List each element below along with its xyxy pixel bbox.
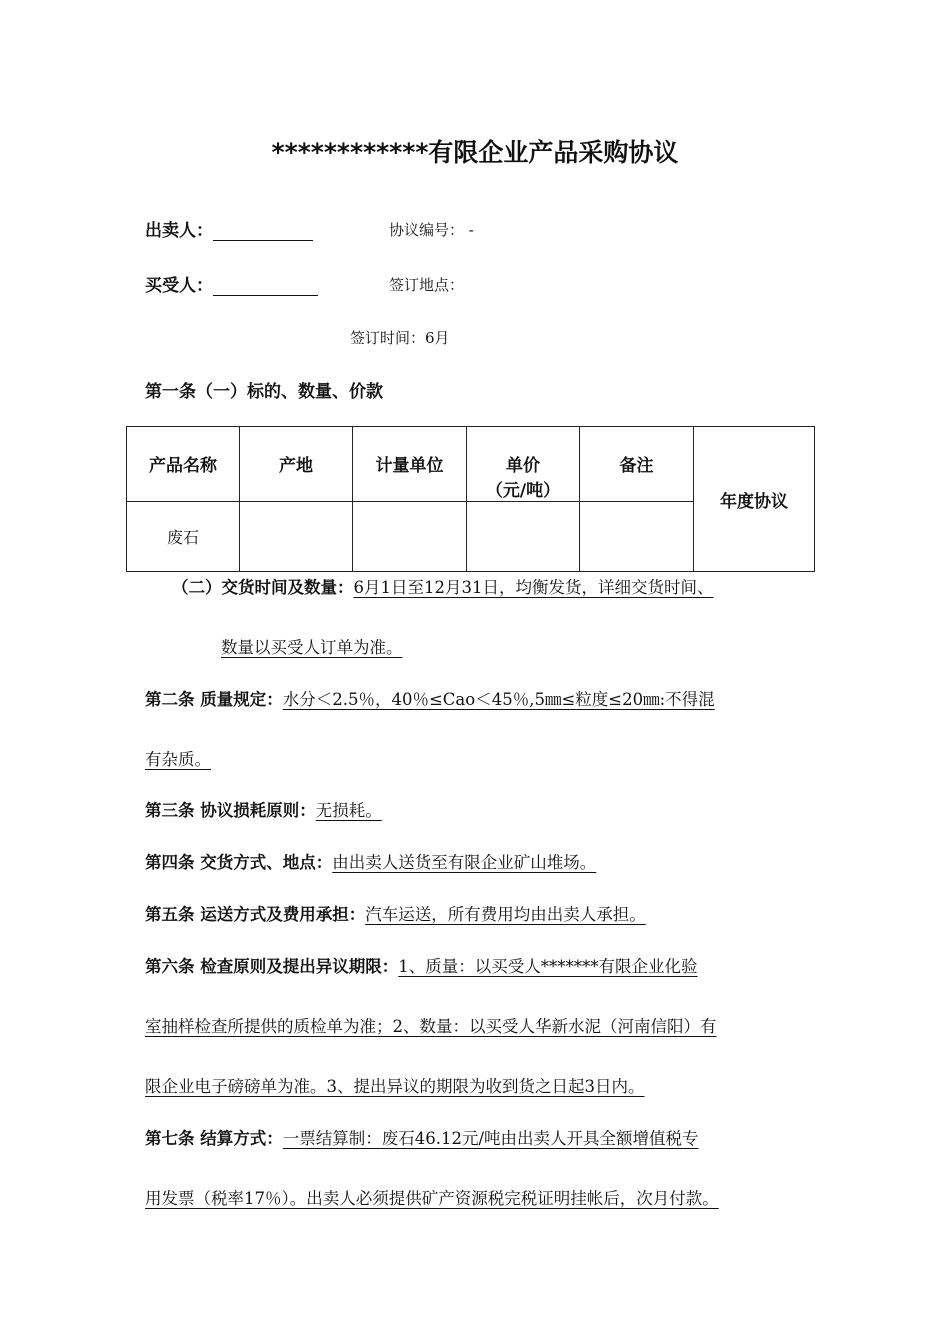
col-annual-agreement: 年度协议 <box>694 427 815 572</box>
article6-line2: 室抽样检查所提供的质检单为准；2、数量：以买受人华新水泥（河南信阳）有 <box>145 1017 717 1036</box>
article6: 第六条 检查原则及提出异议期限：1、质量：以买受人*******有限企业化验 <box>145 957 698 976</box>
buyer-label: 买受人： <box>145 271 318 296</box>
product-table <box>126 426 815 572</box>
cell-remark <box>580 502 694 572</box>
col-origin: 产地 <box>240 427 353 502</box>
article2: 第二条 质量规定：水分＜2.5％，40％≤Cao＜45％,5㎜≤粒度≤20㎜:不得混 <box>145 690 715 709</box>
article1-sub2-line2: 数量以买受人订单为准。 <box>221 638 403 657</box>
seller-label: 出卖人： <box>145 216 313 241</box>
col-price: 单价 （元/吨） <box>467 427 580 502</box>
col-product-name: 产品名称 <box>127 427 240 502</box>
sign-place: 签订地点： <box>389 276 465 294</box>
article1-sub2: （二）交货时间及数量：6月1日至12月31日，均衡发货，详细交货时间、 <box>172 578 714 597</box>
article1-heading: 第一条（一）标的、数量、价款 <box>145 382 383 402</box>
article7: 第七条 结算方式：一票结算制：废石46.12元/吨由出卖人开具全额增值税专 <box>145 1129 699 1148</box>
article4: 第四条 交货方式、地点：由出卖人送货至有限企业矿山堆场。 <box>145 853 597 872</box>
article5: 第五条 运送方式及费用承担：汽车运送，所有费用均由出卖人承担。 <box>145 905 646 924</box>
cell-product: 废石 <box>127 502 240 572</box>
article7-line2: 用发票（税率17％）。出卖人必须提供矿产资源税完税证明挂帐后，次月付款。 <box>145 1189 719 1208</box>
col-unit: 计量单位 <box>353 427 467 502</box>
cell-price <box>467 502 580 572</box>
buyer-blank <box>213 277 318 296</box>
sign-time: 签订时间：6月 <box>350 329 450 347</box>
col-remark: 备注 <box>580 427 694 502</box>
article3: 第三条 协议损耗原则：无损耗。 <box>145 801 382 820</box>
document-title: ************有限企业产品采购协议 <box>271 138 679 167</box>
article6-line3: 限企业电子磅磅单为准。3、提出异议的期限为收到货之日起3日内。 <box>145 1077 645 1096</box>
cell-origin <box>240 502 353 572</box>
cell-unit <box>353 502 467 572</box>
contract-number: 协议编号： - <box>389 221 474 239</box>
seller-blank <box>213 222 313 241</box>
article2-line2: 有杂质。 <box>145 750 211 769</box>
